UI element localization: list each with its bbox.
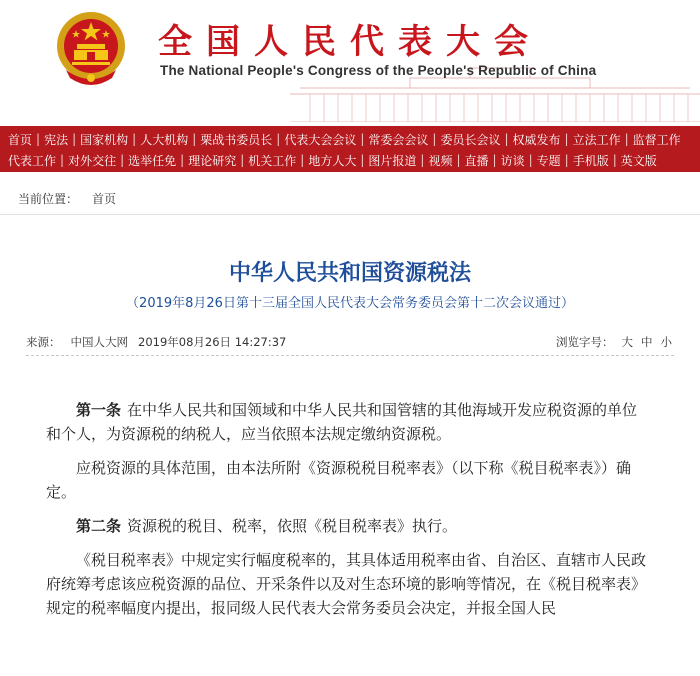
nav-item[interactable]: 视频	[428, 153, 453, 168]
article-paragraph	[46, 456, 646, 504]
site-header	[0, 0, 700, 122]
article-paragraph	[46, 548, 646, 620]
nav-separator: |	[300, 153, 305, 167]
article-subtitle: （2019年8月26日第十三届全国人民代表大会常务委员会第十二次会议通过）	[126, 296, 574, 311]
nav-separator: |	[132, 132, 137, 146]
breadcrumb	[18, 190, 116, 207]
nav-item[interactable]: 宪法	[44, 132, 69, 147]
nav-item[interactable]: 英文版	[620, 153, 657, 168]
nav-item[interactable]: 图片报道	[368, 153, 417, 168]
nav-item[interactable]: 手机版	[572, 153, 609, 168]
article-number: 第一条	[76, 401, 122, 419]
nav-separator: |	[276, 132, 281, 146]
nav-item[interactable]: 首页	[8, 132, 33, 147]
source-name: 中国人大网	[70, 335, 128, 349]
paragraph-text: 《税目税率表》中规定实行幅度税率的，其具体适用税率由省、自治区、直辖市人民政府统筹考虑该应税资源的品位、开采条件以及对生态环境的影响等情况，在《税目税率表》规定的税率幅度内提出，报同级人民代表大会常务委员会决定，并报全国人民	[46, 551, 647, 617]
font-size-large-button[interactable]: 大	[621, 335, 633, 349]
nav-separator: |	[504, 132, 509, 146]
font-size-medium-button[interactable]: 中	[641, 335, 653, 349]
font-size-small-button[interactable]: 小	[660, 335, 672, 349]
nav-separator: |	[60, 153, 65, 167]
nav-item[interactable]: 栗战书委员长	[200, 132, 273, 147]
nav-item[interactable]: 专题	[536, 153, 561, 168]
nav-separator: |	[432, 132, 437, 146]
nav-separator: |	[72, 132, 77, 146]
article-title: 中华人民共和国资源税法	[228, 261, 471, 286]
site-title-chinese: 全国人民代表大会	[158, 22, 542, 62]
nav-item[interactable]: 代表大会会议	[284, 132, 357, 147]
nav-item[interactable]: 立法工作	[572, 132, 621, 147]
nav-separator: |	[564, 153, 569, 167]
nav-item[interactable]: 对外交往	[68, 153, 117, 168]
main-navigation	[0, 126, 700, 172]
nav-item[interactable]: 人大机构	[140, 132, 189, 147]
nav-row-1	[8, 128, 681, 150]
breadcrumb-home-link[interactable]: 首页	[92, 192, 117, 206]
nav-separator: |	[180, 153, 185, 167]
nav-separator: |	[420, 153, 425, 167]
nav-item[interactable]: 代表工作	[8, 153, 57, 168]
article-paragraph	[46, 398, 646, 446]
nav-item[interactable]: 监督工作	[632, 132, 681, 147]
nav-item[interactable]: 访谈	[500, 153, 525, 168]
nav-item[interactable]: 地方人大	[308, 153, 357, 168]
nav-separator: |	[492, 153, 497, 167]
publish-datetime: 2019年08月26日 14:27:37	[138, 335, 287, 349]
paragraph-text: 在中华人民共和国领域和中华人民共和国管辖的其他海域开发应税资源的单位和个人，为资源税的纳税人，应当依照本法规定缴纳资源税。	[46, 401, 638, 443]
nav-separator: |	[612, 153, 617, 167]
paragraph-text: 应税资源的具体范围，由本法所附《资源税税目税率表》（以下称《税目税率表》）确定。	[46, 459, 632, 501]
nav-separator: |	[240, 153, 245, 167]
nav-item[interactable]: 权威发布	[512, 132, 561, 147]
article-meta	[26, 334, 296, 350]
nav-item[interactable]: 直播	[464, 153, 489, 168]
nav-item[interactable]: 常委会会议	[368, 132, 429, 147]
national-emblem-icon	[52, 8, 130, 88]
nav-item[interactable]: 机关工作	[248, 153, 297, 168]
nav-row-2	[8, 149, 657, 171]
article-body	[46, 398, 646, 630]
nav-separator: |	[192, 132, 197, 146]
nav-item[interactable]: 理论研究	[188, 153, 237, 168]
font-size-label: 浏览字号：	[556, 335, 614, 349]
site-title-english: The National People's Congress of the People's Republic of China	[160, 63, 597, 78]
nav-separator: |	[120, 153, 125, 167]
nav-item[interactable]: 选举任免	[128, 153, 177, 168]
article-number: 第二条	[76, 517, 122, 535]
paragraph-text: 资源税的税目、税率，依照《税目税率表》执行。	[127, 517, 458, 535]
nav-separator: |	[36, 132, 41, 146]
breadcrumb-divider	[0, 214, 700, 215]
nav-separator: |	[624, 132, 629, 146]
nav-separator: |	[360, 132, 365, 146]
font-size-switcher	[556, 334, 672, 350]
nav-separator: |	[528, 153, 533, 167]
source-label: 来源：	[26, 335, 61, 349]
meta-divider	[26, 355, 674, 356]
nav-item[interactable]: 委员长会议	[440, 132, 501, 147]
breadcrumb-label: 当前位置：	[18, 192, 79, 206]
nav-separator: |	[564, 132, 569, 146]
article-paragraph	[46, 514, 646, 538]
nav-separator: |	[360, 153, 365, 167]
nav-separator: |	[456, 153, 461, 167]
nav-item[interactable]: 国家机构	[80, 132, 129, 147]
